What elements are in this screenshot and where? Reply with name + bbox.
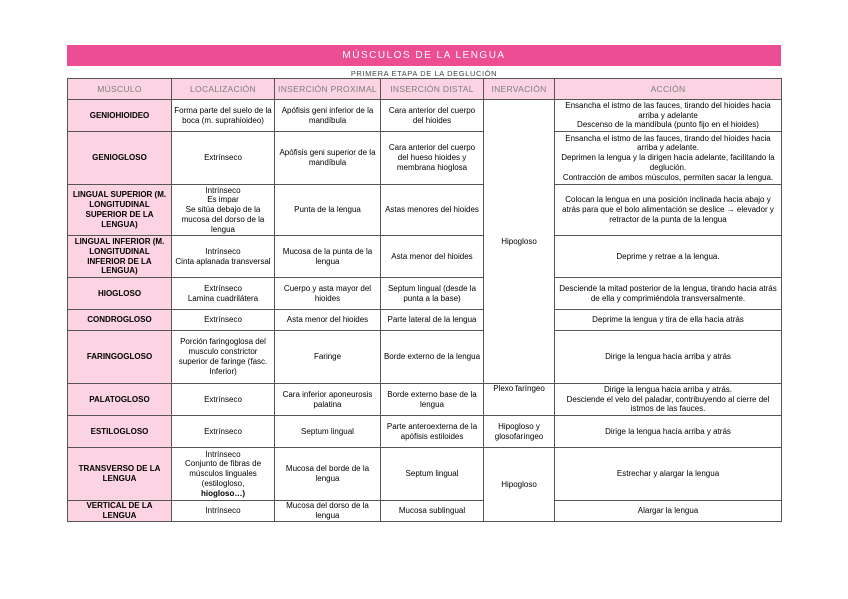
muscle-name: ESTILOGLOSO: [68, 416, 172, 448]
muscle-localizacion: Extrínseco: [172, 384, 275, 416]
page-subtitle: PRIMERA ETAPA DE LA DEGLUCIÓN: [350, 68, 498, 78]
inervacion-hipogloso-glosofaringeo: Hipogloso y glosofaríngeo: [484, 416, 555, 448]
muscle-accion: Alargar la lengua: [555, 501, 782, 522]
table-row: [68, 236, 782, 278]
muscle-insercion-proximal: Apófisis geni inferior de la mandíbula: [275, 100, 381, 132]
muscle-insercion-proximal: Apófisis geni superior de la mandíbula: [275, 132, 381, 185]
muscle-insercion-proximal: Mucosa de la punta de la lengua: [275, 236, 381, 278]
header-row: [68, 79, 782, 100]
muscles-table: [67, 78, 782, 522]
muscle-accion: Desciende la mitad posterior de la lengua, tirando hacia atrás de ella y comprimiéndola transversalmente.: [555, 278, 782, 310]
muscle-accion: Dirige la lengua hacia arriba y atrás: [555, 416, 782, 448]
table-row: [68, 501, 782, 522]
muscle-name: TRANSVERSO DE LA LENGUA: [68, 448, 172, 501]
muscle-insercion-proximal: Punta de la lengua: [275, 185, 381, 236]
header-inervacion: INERVACIÓN: [484, 79, 555, 100]
muscle-localizacion: Extrínseco: [172, 132, 275, 185]
inervacion-hipogloso: Hipogloso: [484, 448, 555, 522]
muscle-accion: Deprime la lengua y tira de ella hacia atrás: [555, 310, 782, 331]
muscle-insercion-proximal: Cuerpo y asta mayor del hioides: [275, 278, 381, 310]
muscle-insercion-distal: Parte lateral de la lengua: [381, 310, 484, 331]
table-row: [68, 185, 782, 236]
localizacion-bold: hiogloso…): [201, 488, 245, 498]
muscle-name: HIOGLOSO: [68, 278, 172, 310]
muscle-localizacion: Extrínseco Lamina cuadrilátera: [172, 278, 275, 310]
inervacion-plexo-faringeo: Plexo faríngeo: [484, 384, 555, 416]
table-row: [68, 278, 782, 310]
muscle-insercion-proximal: Faringe: [275, 331, 381, 384]
muscle-localizacion: Extrínseco: [172, 310, 275, 331]
table-row: [68, 331, 782, 384]
table-row: [68, 384, 782, 416]
muscle-name: CONDROGLOSO: [68, 310, 172, 331]
table-row: [68, 416, 782, 448]
muscle-accion: Estrechar y alargar la lengua: [555, 448, 782, 501]
muscle-localizacion: Intrínseco: [172, 501, 275, 522]
header-musculo: MÚSCULO: [68, 79, 172, 100]
muscle-accion: Ensancha el istmo de las fauces, tirando del hioides hacia arriba y adelante Descenso de la mandíbula (punto fijo en el hioides): [555, 100, 782, 132]
header-insercion-distal: INSERCIÓN DISTAL: [381, 79, 484, 100]
muscle-name: LINGUAL SUPERIOR (M. LONGITUDINAL SUPERIOR DE LA LENGUA): [68, 185, 172, 236]
muscle-insercion-proximal: Mucosa del dorso de la lengua: [275, 501, 381, 522]
muscle-localizacion: Extrínseco: [172, 416, 275, 448]
muscle-insercion-proximal: Septum lingual: [275, 416, 381, 448]
muscle-name: PALATOGLOSO: [68, 384, 172, 416]
page-title: MÚSCULOS DE LA LENGUA: [67, 45, 781, 66]
table-row: [68, 132, 782, 185]
table-row: [68, 100, 782, 132]
muscle-insercion-distal: Septum lingual (desde la punta a la base): [381, 278, 484, 310]
muscle-insercion-proximal: Asta menor del hioides: [275, 310, 381, 331]
header-accion: ACCIÓN: [555, 79, 782, 100]
header-localizacion: LOCALIZACIÓN: [172, 79, 275, 100]
muscle-insercion-proximal: Cara inferior aponeurosis palatina: [275, 384, 381, 416]
muscle-insercion-distal: Astas menores del hioides: [381, 185, 484, 236]
muscle-accion: Colocan la lengua en una posición inclinada hacia abajo y atrás para que el bolo alimentación se deslice → elevador y retractor de la punta de la lengua: [555, 185, 782, 236]
muscle-name: GENIOHIOIDEO: [68, 100, 172, 132]
localizacion-line: Intrínseco: [205, 449, 241, 459]
localizacion-line: Conjunto de fibras de músculos linguales (estilogloso,: [184, 459, 262, 488]
muscle-insercion-proximal: Mucosa del borde de la lengua: [275, 448, 381, 501]
muscle-localizacion: Intrínseco Es impar Se sitúa debajo de la mucosa del dorso de la lengua: [172, 185, 275, 236]
table-row: [68, 310, 782, 331]
muscle-localizacion: Forma parte del suelo de la boca (m. suprahioideo): [172, 100, 275, 132]
muscle-accion: Deprime y retrae a la lengua.: [555, 236, 782, 278]
muscle-insercion-distal: Asta menor del hioides: [381, 236, 484, 278]
muscle-insercion-distal: Borde externo de la lengua: [381, 331, 484, 384]
muscle-localizacion: Porción faringoglosa del musculo constrictor superior de faringe (fasc. Inferior): [172, 331, 275, 384]
muscle-name: VERTICAL DE LA LENGUA: [68, 501, 172, 522]
inervacion-hipogloso: Hipogloso: [484, 100, 555, 384]
table-row: [68, 448, 782, 501]
muscle-insercion-distal: Parte anteroexterna de la apófisis estiloides: [381, 416, 484, 448]
muscle-accion: Ensancha el istmo de las fauces, tirando del hioides hacia arriba y adelante. Deprimen la lengua y la dirigen hacia adelante, facilitando la deglución. Contracción de ambos músculos, permiten sacar la lengua.: [555, 132, 782, 185]
muscle-accion: Dirige la lengua hacia arriba y atrás: [555, 331, 782, 384]
muscle-insercion-distal: Borde externo base de la lengua: [381, 384, 484, 416]
muscle-insercion-distal: Septum lingual: [381, 448, 484, 501]
muscle-localizacion: [172, 448, 275, 501]
muscle-insercion-distal: Cara anterior del cuerpo del hioides: [381, 100, 484, 132]
muscle-insercion-distal: Cara anterior del cuerpo del hueso hioides y membrana hioglosa: [381, 132, 484, 185]
muscle-name: LINGUAL INFERIOR (M. LONGITUDINAL INFERIOR DE LA LENGUA): [68, 236, 172, 278]
muscle-localizacion: Intrínseco Cinta aplanada transversal: [172, 236, 275, 278]
muscle-insercion-distal: Mucosa sublingual: [381, 501, 484, 522]
header-insercion-proximal: INSERCIÓN PROXIMAL: [275, 79, 381, 100]
muscle-accion: Dirige la lengua hacia arriba y atrás. Desciende el velo del paladar, contribuyendo al cierre del istmos de las fauces.: [555, 384, 782, 416]
muscle-name: GENIOGLOSO: [68, 132, 172, 185]
muscle-name: FARINGOGLOSO: [68, 331, 172, 384]
